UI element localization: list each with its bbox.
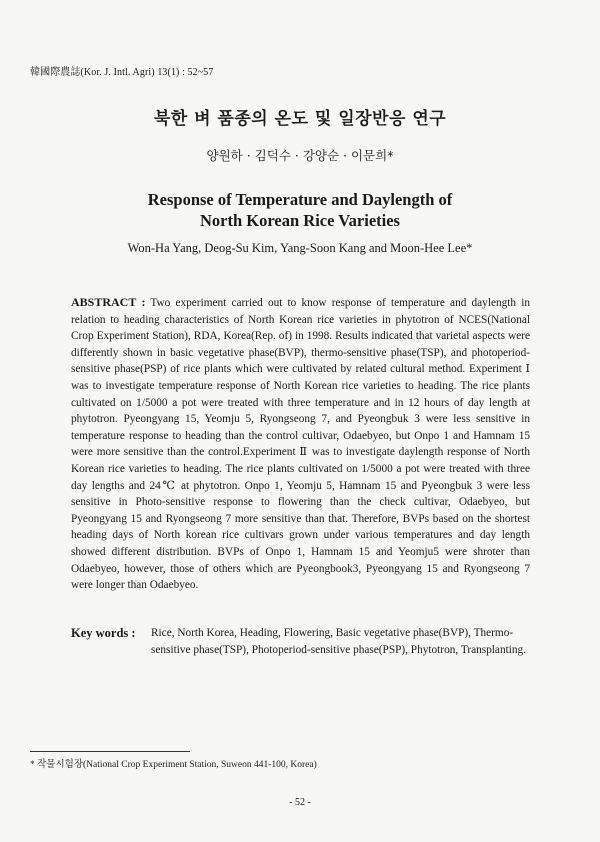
abstract-label: ABSTRACT : <box>71 295 146 309</box>
footnote-divider <box>30 751 190 752</box>
footnote: * 작물시험장(National Crop Experiment Station, Suweon 441-100, Korea) <box>30 760 317 770</box>
title-english <box>0 189 600 231</box>
keywords-text: Rice, North Korea, Heading, Flowering, Basic vegetative phase(BVP), Thermo-sensitive phase(TSP), Photoperiod-sensitive phase(PSP), Phytotron, Transplanting. <box>151 627 526 656</box>
journal-header: 韓國際農誌(Kor. J. Intl. Agri) 13(1) : 52~57 <box>30 67 214 78</box>
title-korean: 북한 벼 품종의 온도 및 일장반응 연구 <box>153 109 447 129</box>
authors-korean: 양원하 · 김덕수 · 강양순 · 이문희* <box>206 148 394 163</box>
authors-english: Won-Ha Yang, Deog-Su Kim, Yang-Soon Kang and Moon-Hee Lee* <box>127 241 473 255</box>
keywords-label: Key words : <box>71 626 136 640</box>
title-english-line1: Response of Temperature and Daylength of <box>147 190 453 209</box>
title-english-line2: North Korean Rice Varieties <box>200 211 400 230</box>
abstract-text: Two experiment carried out to know response of temperature and daylength in relation to heading characteristics of North Korean rice varieties in phytotron of NCES(National Crop Experiment Station), RDA, Korea(Rep. of) in 1998. Results indicated that varietal aspects were differently shown in basic vegetative phase(BVP), thermo-sensitive phase(TSP), and photoperiod-sensitive phase(PSP) of rice plants which were cultivated by related cultural method. Experiment Ⅰ was to investigate temperature response of North Korean rice varieties to heading. The rice plants cultivated on 1/5000 a pot were treated with three temperature and in 12 hours of day length at phytotron. Pyeongyang 15, Yeomju 5, Ryongseong 7, and Pyeongbuk 3 were less sensitive in temperature response to heading than the control cultivar, Odaebyeo, but Onpo 1 and Hamnam 15 were more sensitive than the control.Experiment Ⅱ was to investigate daylength response of North Korean rice varieties to heading. The rice plants cultivated on 1/5000 a pot were treated with three day lengths and 24℃ at phytotron. Onpo 1, Yeomju 5, Hamnam 15 and Pyeongbuk 3 were less sensitive in Photo-sensitive response to flowering than the check cultivar, Odaebyeo, but Pyeongyang 15 and Ryongseong 7 more sensitive than that. Therefore, BVPs based on the shortest heading days of North korean rice cultivars grown under various temperatures and day length showed different distribution. BVPs of Onpo 1, Hamnam 15 and Yeomju5 were shroter than Odaebyeo, however, those of others which are Pyeongbook3, Pyeongyang 15 and Ryongseong 7 were longer than Odaebyeo. <box>71 297 531 592</box>
keywords <box>71 625 541 659</box>
abstract <box>71 294 530 594</box>
page-number: - 52 - <box>289 797 311 808</box>
